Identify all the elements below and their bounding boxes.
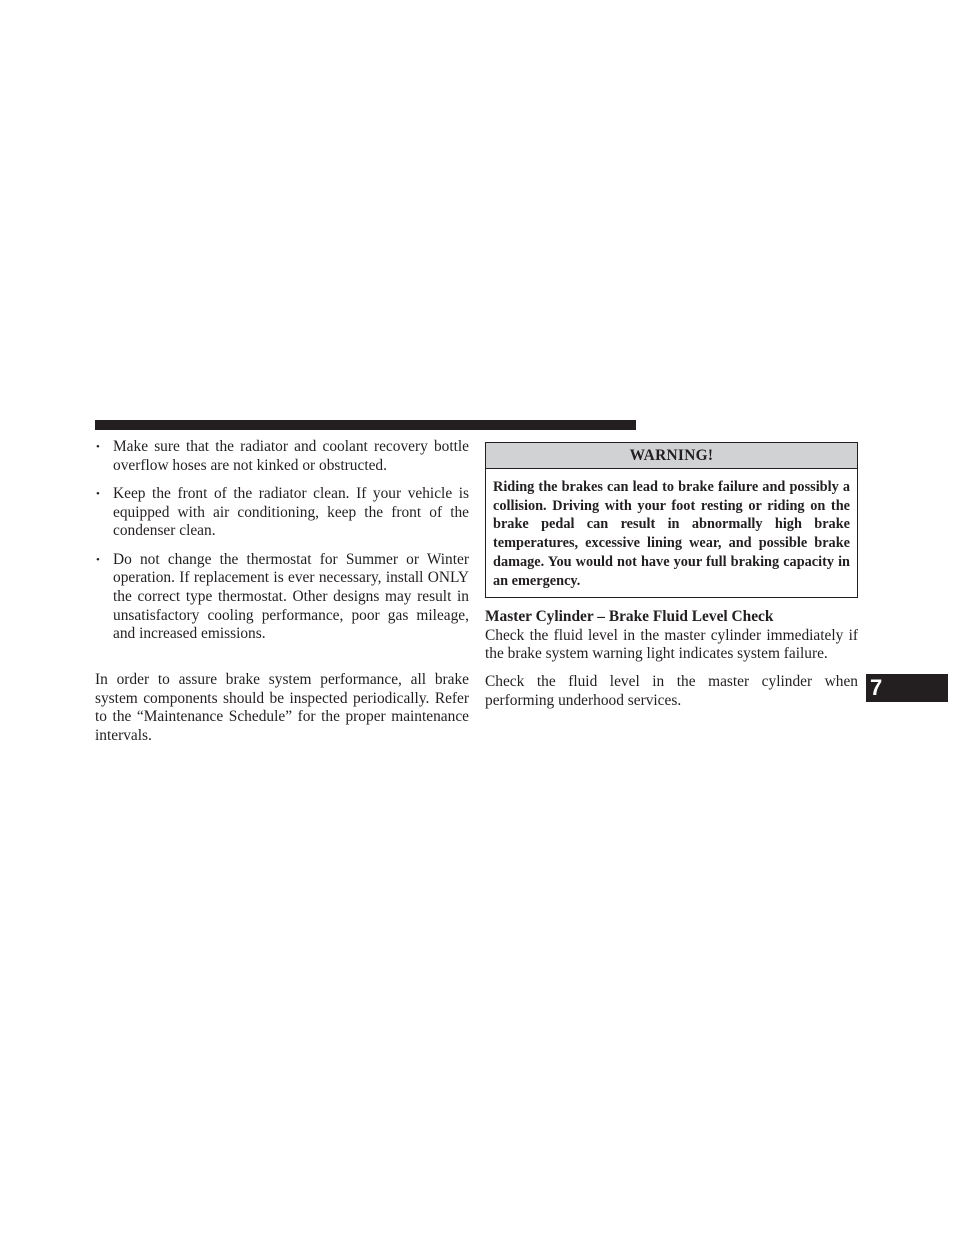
master-cylinder-paragraph: Check the fluid level in the master cylinder immediately if the brake system warning light indicates system failure.	[485, 626, 858, 663]
warning-title: WARNING!	[486, 443, 857, 469]
bullet-icon: •	[96, 487, 100, 500]
cooling-tips-list	[95, 438, 469, 644]
left-column	[95, 438, 469, 746]
chapter-tab: 7	[866, 674, 948, 702]
list-item-text: Make sure that the radiator and coolant recovery bottle overflow hoses are not kinked or obstructed.	[113, 438, 469, 474]
list-item	[95, 438, 469, 475]
list-item-text: Do not change the thermostat for Summer or Winter operation. If replacement is ever necessary, install ONLY the correct type thermostat. Other designs may result in unsatisfactory cooling performance, poor gas mileage, and increased emissions.	[113, 550, 469, 643]
master-cylinder-heading: Master Cylinder – Brake Fluid Level Check	[485, 608, 774, 625]
master-cylinder-paragraph: Check the fluid level in the master cylinder when performing underhood services.	[485, 673, 858, 709]
brake-system-paragraph: In order to assure brake system performance, all brake system components should be inspected periodically. Refer to the “Maintenance Schedule” for the proper maintenance intervals.	[95, 671, 469, 745]
list-item-text: Keep the front of the radiator clean. If your vehicle is equipped with air conditioning, keep the front of the condenser clean.	[113, 484, 469, 540]
warning-box	[485, 442, 858, 598]
bullet-icon: •	[96, 553, 100, 566]
list-item	[95, 485, 469, 541]
section-top-rule	[95, 420, 636, 430]
bullet-icon: •	[96, 441, 100, 453]
warning-text: Riding the brakes can lead to brake failure and possibly a collision. Driving with your foot resting or riding on the brake pedal can result in abnormally high brake temperatures, excessive lining wear, and possible brake damage. You would not have your full braking capacity in an emergency.	[493, 479, 850, 589]
list-item	[95, 551, 469, 645]
right-column	[485, 442, 858, 711]
